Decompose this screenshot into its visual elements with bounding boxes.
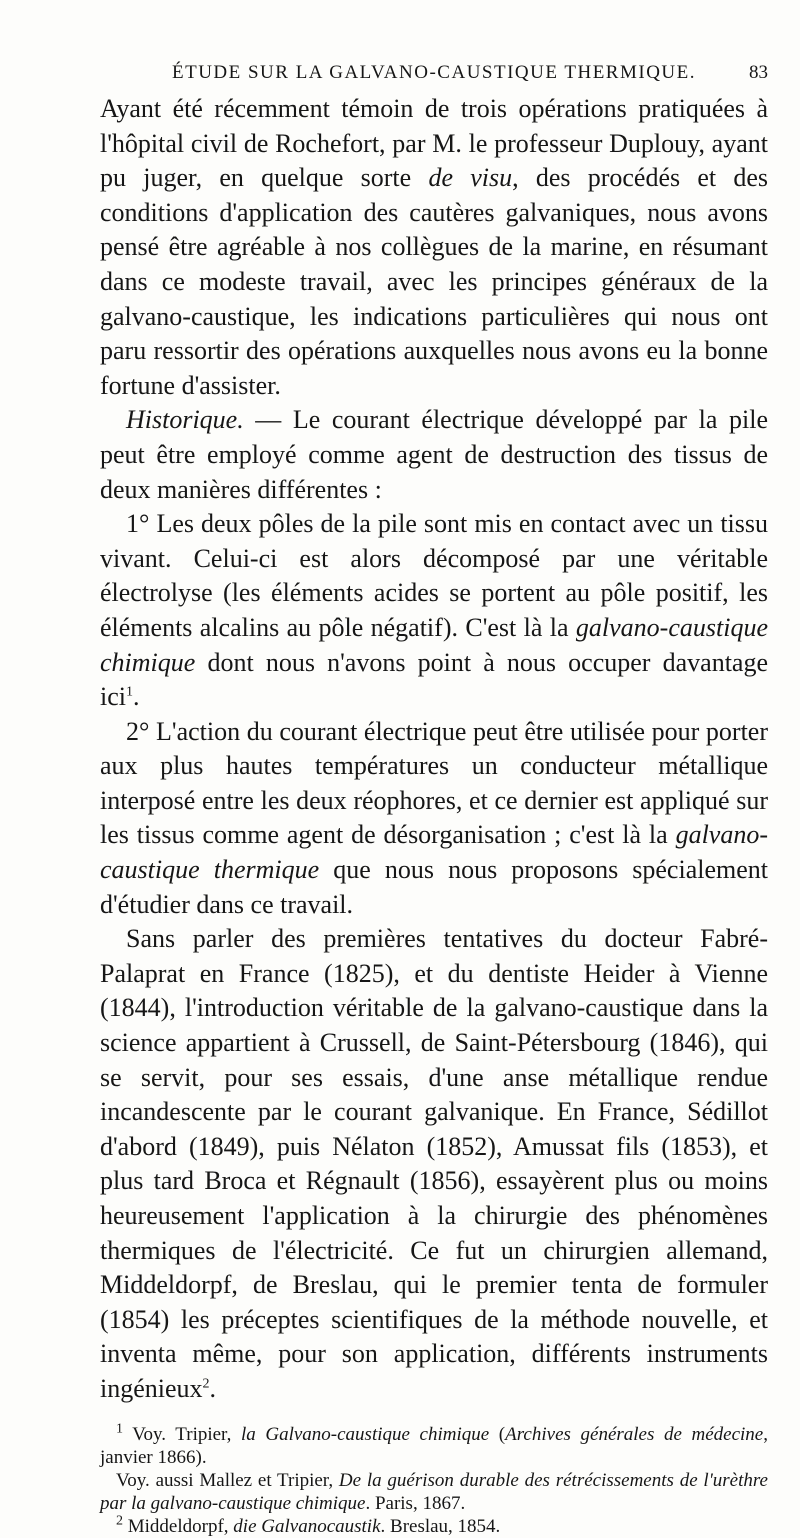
footnote-1b	[100, 1469, 768, 1515]
paragraph-text: .	[209, 1373, 217, 1403]
footnote-mark: 2	[116, 1513, 123, 1529]
paragraph-text: Ayant été récemment témoin de trois opérations pratiquées à l'hôpital civil de Rochefort, par M. le professeur Duplouy, ayant pu juger, en quelque sorte	[100, 94, 768, 193]
footnote-text: . Paris, 1867.	[365, 1492, 466, 1514]
footnote-1	[100, 1423, 768, 1469]
page-number: 83	[749, 62, 768, 83]
paragraph-text: 1° Les deux pôles de la pile sont mis en contact avec un tissu vivant. Celui-ci est alors décomposé par une véritable électrolyse (les éléments acides se portent au pôle positif, les éléments alcalins au pôle négatif). C'est là la	[100, 509, 768, 642]
footnote-text: Middeldorpf,	[123, 1515, 234, 1537]
paragraph-text: 2° L'action du courant électrique peut être utilisée pour porter aux plus hautes températures un conducteur métallique interposé entre les deux réophores, et ce dernier est appliqué sur les tissus comme agent de désorganisation ; c'est là la	[100, 716, 768, 850]
paragraph-text: dont nous n'avons point à nous occuper davantage ici	[100, 647, 768, 712]
paragraph-point-1	[100, 507, 768, 715]
footnote-title: De la guérison durable des rétrécissements de l'urèthre par la galvano-caustique chimique	[100, 1469, 768, 1514]
footnote-title: Archives générales de médecine	[505, 1423, 764, 1445]
body-text	[100, 92, 768, 1407]
running-title: ÉTUDE SUR LA GALVANO-CAUSTIQUE THERMIQUE.	[171, 62, 696, 83]
section-heading: Historique.	[126, 405, 244, 435]
footnote-ref[interactable]: 1	[126, 684, 133, 700]
footnote-text: Voy. Tripier,	[123, 1423, 241, 1445]
italic-phrase: de visu	[428, 163, 513, 193]
paragraph-history	[100, 922, 768, 1406]
paragraph-text: , des procédés et des conditions d'application des cautères galvaniques, nous avons pensé être agréable à nos collègues de la marine, en résumant dans ce modeste travail, avec les principes généraux de la galvano-caustique, les indications particulières qui nous ont paru ressortir des opérations auxquelles nous avons eu la bonne fortune d'assister.	[100, 163, 769, 400]
paragraph-text: que nous nous proposons spécialement d'étudier dans ce travail.	[100, 855, 768, 919]
footnote-text: , janvier 1866).	[100, 1423, 768, 1468]
footnote-title: die Galvanocaustik	[233, 1515, 381, 1537]
paragraph-text: — Le courant électrique développé par la pile peut être employé comme agent de destruction des tissus de deux manières différentes :	[100, 405, 768, 504]
paragraph-historique	[100, 403, 768, 507]
italic-phrase: galvano-caustique chimique	[100, 612, 768, 677]
book-page	[100, 62, 768, 1538]
footnotes	[100, 1423, 768, 1538]
footnote-text: Voy. aussi Mallez et Tripier,	[116, 1469, 339, 1491]
footnote-text: . Breslau, 1854.	[380, 1515, 501, 1537]
footnote-2	[100, 1515, 768, 1538]
paragraph-text: .	[133, 682, 140, 712]
footnote-ref[interactable]: 2	[202, 1376, 210, 1392]
paragraph-intro	[100, 92, 768, 403]
footnote-title: la Galvano-caustique chimique	[240, 1423, 490, 1445]
paragraph-text: Sans parler des premières tentatives du docteur Fabré-Palaprat en France (1825), et du dentiste Heider à Vienne (1844), l'introduction véritable de la galvano-caustique dans la science appartient à Crussell, de Saint-Pétersbourg (1846), qui se servit, pour ses essais, d'une anse métallique rendue incandescente par le courant galvanique. En France, Sédillot d'abord (1849), puis Nélaton (1852), Amussat fils (1853), et plus tard Broca et Régnault (1856), essayèrent plus ou moins heureusement l'application à la chirurgie des phénomènes thermiques de l'électricité. Ce fut un chirurgien allemand, Middeldorpf, de Breslau, qui le premier tenta de formuler (1854) les préceptes scientifiques de la méthode nouvelle, et inventa même, pour son application, différents instruments ingénieux	[100, 924, 768, 1403]
footnote-mark: 1	[116, 1421, 123, 1437]
italic-phrase: galvano-caustique thermique	[100, 820, 768, 885]
paragraph-point-2	[100, 715, 768, 923]
running-head	[100, 62, 768, 92]
footnote-text: (	[489, 1423, 506, 1445]
